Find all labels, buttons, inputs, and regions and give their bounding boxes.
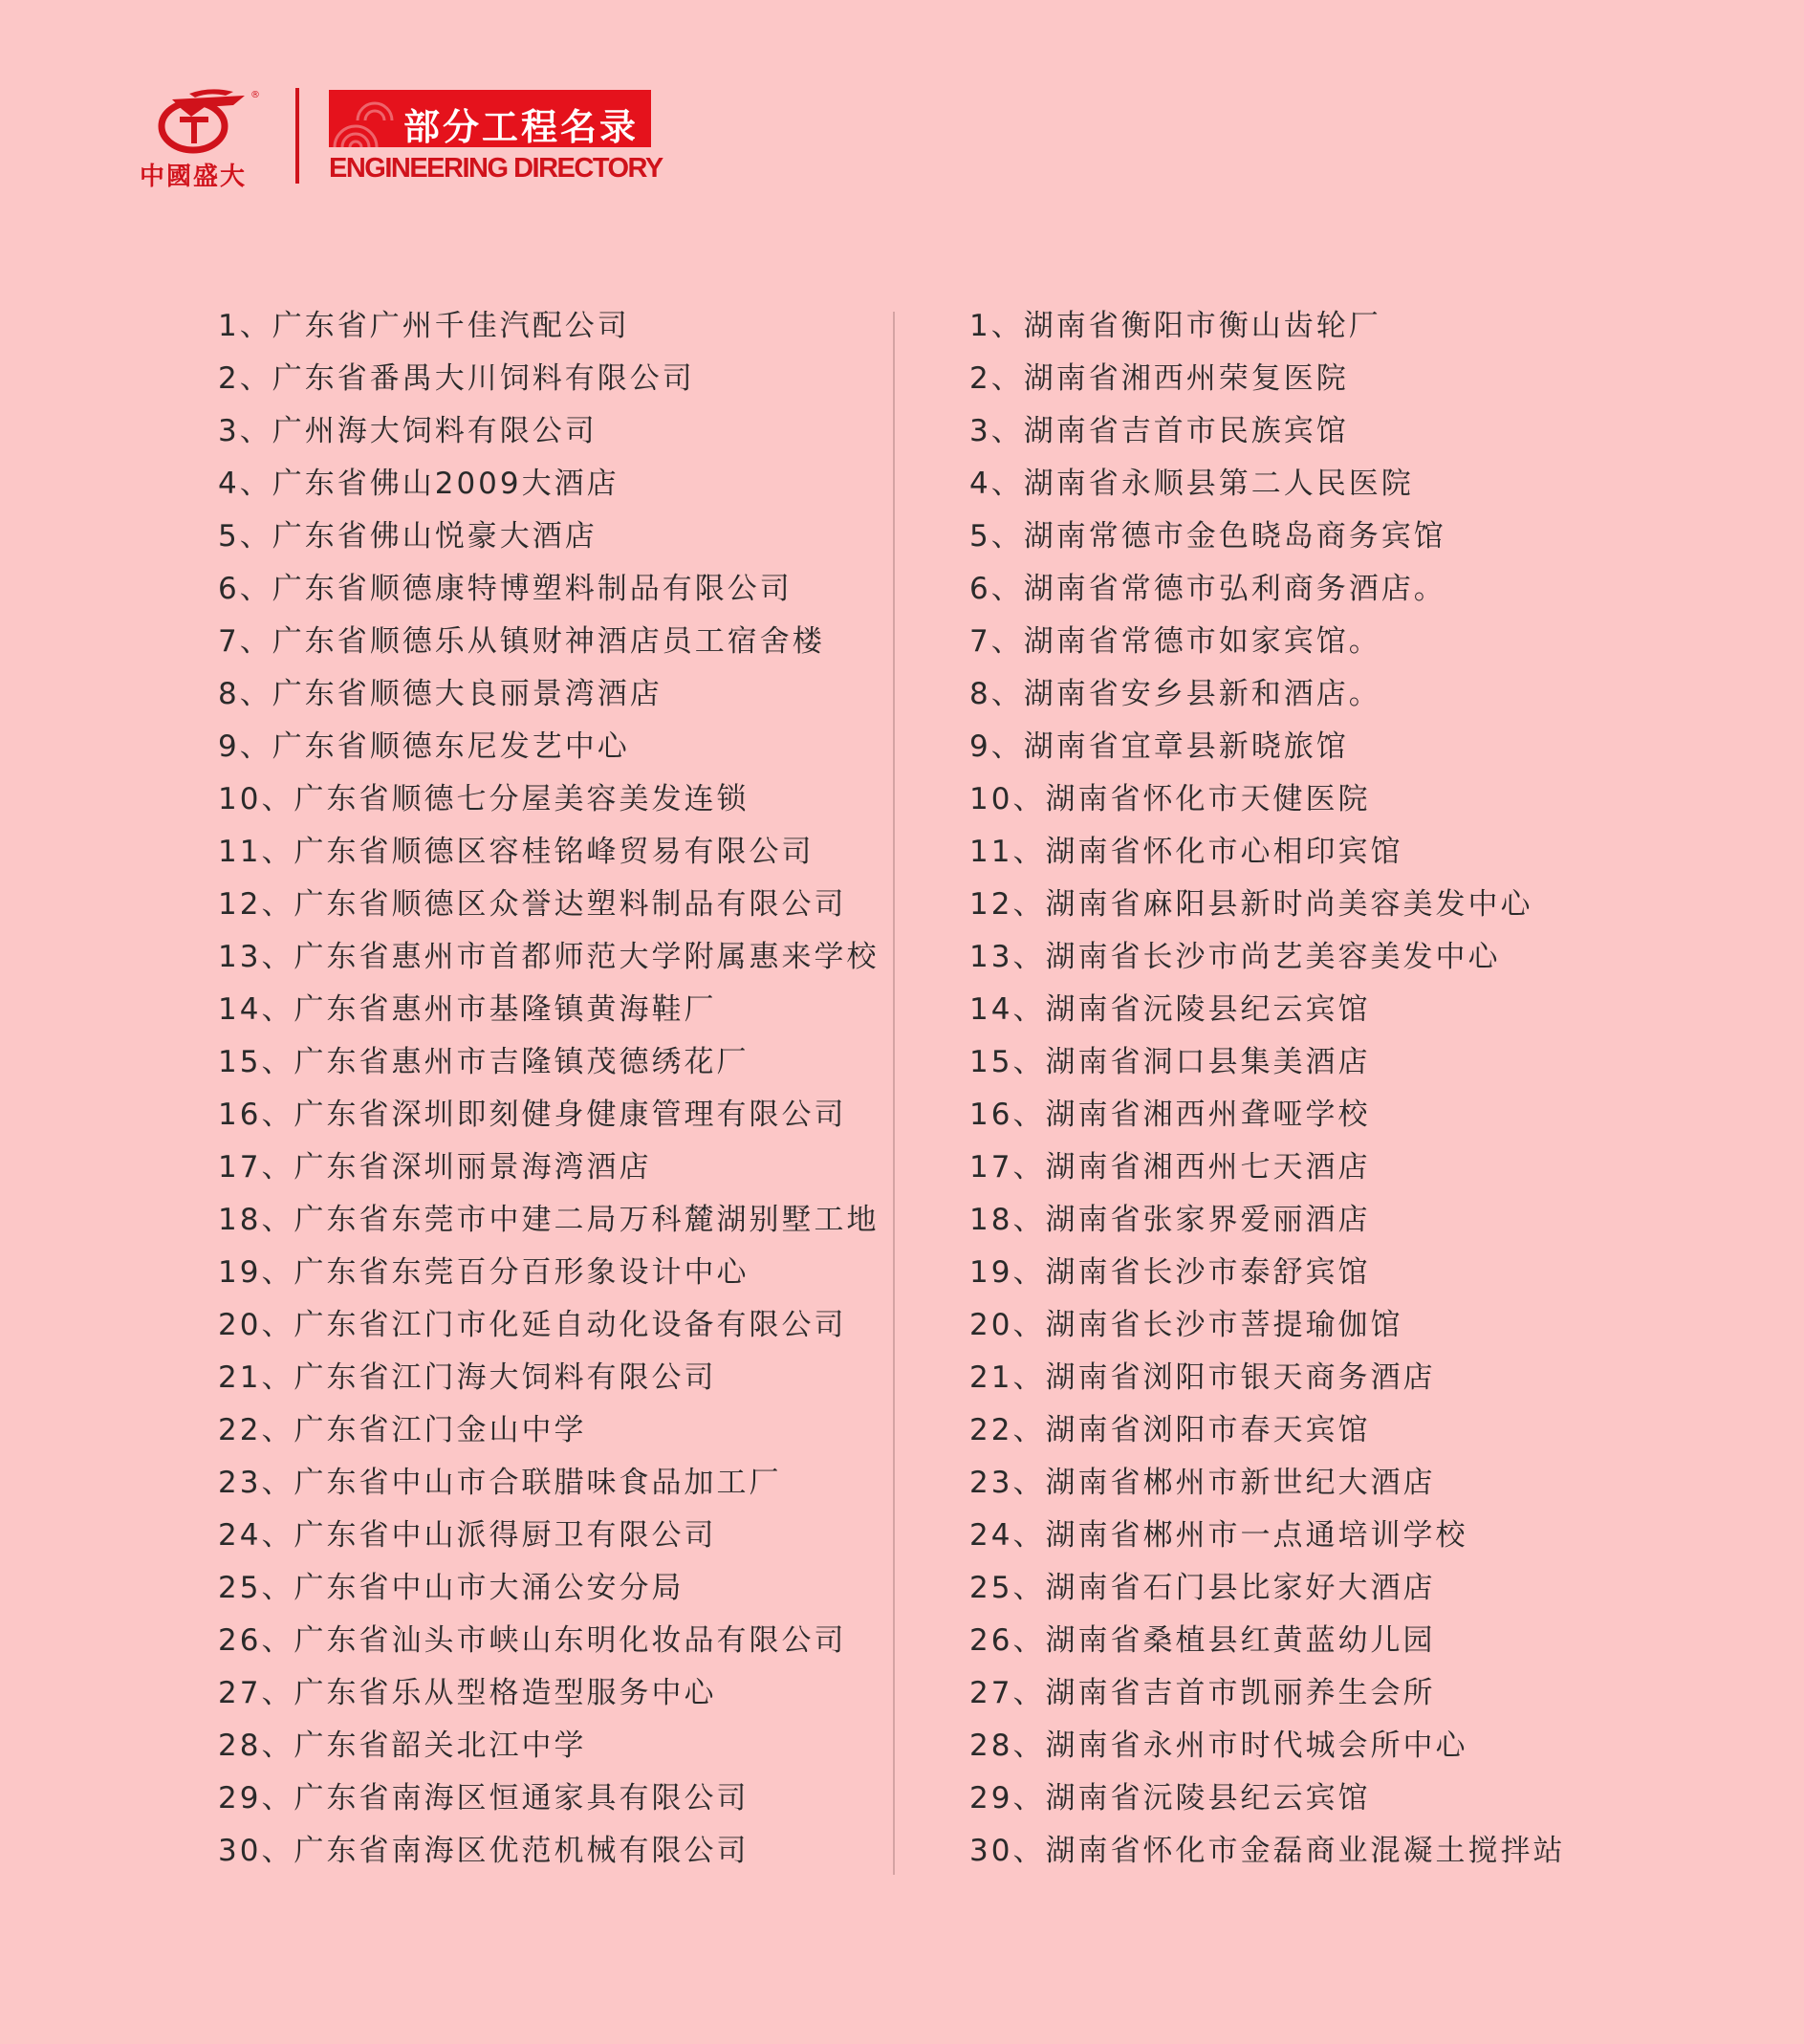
list-item: 17、湖南省湘西州七天酒店 [969, 1150, 1371, 1185]
column-divider [893, 312, 895, 1875]
shengda-eagle-logo-icon [134, 84, 268, 156]
list-item: 26、广东省汕头市峡山东明化妆品有限公司 [218, 1623, 847, 1658]
title-banner [329, 90, 651, 147]
list-item: 6、广东省顺德康特博塑料制品有限公司 [218, 572, 793, 606]
list-item: 5、广东省佛山悦豪大酒店 [218, 519, 598, 554]
list-item: 29、广东省南海区恒通家具有限公司 [218, 1781, 750, 1816]
list-item: 30、广东省南海区优范机械有限公司 [218, 1834, 750, 1868]
list-item: 9、湖南省宜章县新晓旅馆 [969, 729, 1349, 764]
directory-list-guangdong [218, 300, 879, 1878]
header-divider [295, 88, 299, 184]
list-item: 7、湖南省常德市如家宾馆。 [969, 624, 1381, 659]
list-item: 4、广东省佛山2009大酒店 [218, 467, 619, 501]
list-item: 11、广东省顺德区容桂铭峰贸易有限公司 [218, 835, 815, 869]
wave-pattern-icon [329, 90, 396, 147]
list-item: 14、广东省惠州市基隆镇黄海鞋厂 [218, 992, 717, 1027]
list-item: 23、湖南省郴州市新世纪大酒店 [969, 1466, 1436, 1500]
list-item: 27、湖南省吉首市凯丽养生会所 [969, 1676, 1436, 1710]
list-item: 11、湖南省怀化市心相印宾馆 [969, 835, 1403, 869]
list-item: 16、湖南省湘西州聋哑学校 [969, 1098, 1371, 1132]
list-item: 19、广东省东莞百分百形象设计中心 [218, 1255, 750, 1290]
list-item: 15、广东省惠州市吉隆镇茂德绣花厂 [218, 1045, 750, 1079]
list-item: 24、湖南省郴州市一点通培训学校 [969, 1518, 1468, 1553]
list-item: 1、湖南省衡阳市衡山齿轮厂 [969, 309, 1381, 343]
directory-list-hunan [969, 300, 1565, 1878]
list-item: 28、广东省韶关北江中学 [218, 1729, 587, 1763]
list-item: 18、湖南省张家界爱丽酒店 [969, 1203, 1371, 1237]
list-item: 6、湖南省常德市弘利商务酒店。 [969, 572, 1446, 606]
list-item: 2、湖南省湘西州荣复医院 [969, 361, 1349, 396]
list-item: 1、广东省广州千佳汽配公司 [218, 309, 630, 343]
list-item: 10、湖南省怀化市天健医院 [969, 782, 1371, 816]
list-item: 12、广东省顺德区众誉达塑料制品有限公司 [218, 887, 847, 922]
list-item: 14、湖南省沅陵县纪云宾馆 [969, 992, 1371, 1027]
list-item: 13、湖南省长沙市尚艺美容美发中心 [969, 940, 1501, 974]
list-item: 4、湖南省永顺县第二人民医院 [969, 467, 1414, 501]
list-item: 29、湖南省沅陵县纪云宾馆 [969, 1781, 1371, 1816]
list-item: 25、广东省中山市大涌公安分局 [218, 1571, 685, 1605]
list-item: 3、湖南省吉首市民族宾馆 [969, 414, 1349, 448]
list-item: 12、湖南省麻阳县新时尚美容美发中心 [969, 887, 1533, 922]
list-item: 25、湖南省石门县比家好大酒店 [969, 1571, 1436, 1605]
list-item: 24、广东省中山派得厨卫有限公司 [218, 1518, 717, 1553]
list-item: 2、广东省番禺大川饲料有限公司 [218, 361, 695, 396]
list-item: 16、广东省深圳即刻健身健康管理有限公司 [218, 1098, 847, 1132]
list-item: 8、广东省顺德大良丽景湾酒店 [218, 677, 663, 711]
list-item: 20、广东省江门市化延自动化设备有限公司 [218, 1308, 847, 1342]
list-item: 3、广州海大饲料有限公司 [218, 414, 598, 448]
list-item: 9、广东省顺德东尼发艺中心 [218, 729, 630, 764]
list-item: 22、广东省江门金山中学 [218, 1413, 587, 1447]
list-item: 19、湖南省长沙市泰舒宾馆 [969, 1255, 1371, 1290]
list-item: 28、湖南省永州市时代城会所中心 [969, 1729, 1468, 1763]
list-item: 17、广东省深圳丽景海湾酒店 [218, 1150, 652, 1185]
page-header [134, 84, 669, 189]
list-item: 8、湖南省安乡县新和酒店。 [969, 677, 1381, 711]
registered-mark: ® [250, 90, 260, 100]
list-item: 27、广东省乐从型格造型服务中心 [218, 1676, 717, 1710]
list-item: 26、湖南省桑植县红黄蓝幼儿园 [969, 1623, 1436, 1658]
brand-logo [134, 84, 268, 189]
list-item: 7、广东省顺德乐从镇财神酒店员工宿舍楼 [218, 624, 825, 659]
brand-name: 中國盛大 [140, 163, 248, 191]
list-item: 30、湖南省怀化市金磊商业混凝土搅拌站 [969, 1834, 1566, 1868]
list-item: 20、湖南省长沙市菩提瑜伽馆 [969, 1308, 1403, 1342]
page-title: 部分工程名录 [403, 106, 640, 147]
page-subtitle: ENGINEERING DIRECTORY [329, 153, 663, 184]
list-item: 10、广东省顺德七分屋美容美发连锁 [218, 782, 750, 816]
list-item: 23、广东省中山市合联腊味食品加工厂 [218, 1466, 782, 1500]
list-item: 21、湖南省浏阳市银天商务酒店 [969, 1360, 1436, 1395]
list-item: 5、湖南常德市金色晓岛商务宾馆 [969, 519, 1446, 554]
list-item: 22、湖南省浏阳市春天宾馆 [969, 1413, 1371, 1447]
list-item: 15、湖南省洞口县集美酒店 [969, 1045, 1371, 1079]
list-item: 21、广东省江门海大饲料有限公司 [218, 1360, 717, 1395]
list-item: 13、广东省惠州市首都师范大学附属惠来学校 [218, 940, 880, 974]
list-item: 18、广东省东莞市中建二局万科麓湖别墅工地 [218, 1203, 880, 1237]
